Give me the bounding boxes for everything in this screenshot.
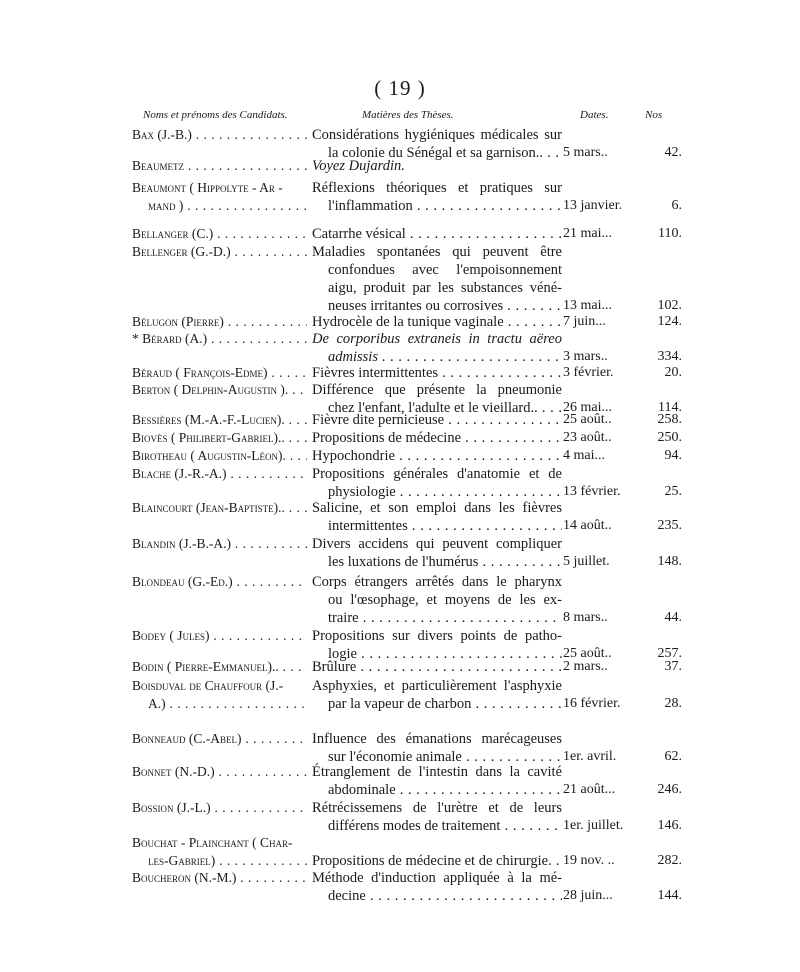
- candidate-name: Bellanger (C.) . . .: [132, 225, 307, 243]
- thesis-number: 102.: [657, 298, 682, 313]
- thesis-subject: Étranglement de l'intestin dans la cavité: [312, 764, 562, 780]
- thesis-subject: Divers accidens qui peuvent compliquer: [312, 536, 562, 552]
- candidate-name: Bellenger (G.-D.) . . .: [132, 243, 307, 261]
- thesis-number: 144.: [657, 888, 682, 903]
- thesis-subject: Hydrocèle de la tunique vaginale . . .: [312, 313, 562, 331]
- thesis-number: 44.: [664, 610, 682, 625]
- header-numbers: Nos: [645, 109, 663, 121]
- thesis-subject: la colonie du Sénégal et sa garnison.. . . .: [328, 144, 562, 162]
- thesis-subject: Influence des émanations marécageuses: [312, 731, 562, 747]
- thesis-subject: Propositions de médecine et de chirurgie. . . .: [312, 852, 562, 870]
- thesis-number: 334.: [657, 349, 682, 364]
- thesis-number: 124.: [657, 314, 682, 329]
- thesis-subject: abdominale . . .: [328, 781, 562, 799]
- thesis-subject: admissis . . .: [328, 348, 562, 366]
- thesis-date: 23 août..: [563, 430, 612, 445]
- thesis-number: 25.: [664, 484, 682, 499]
- thesis-subject: Corps étrangers arrêtés dans le pharynx: [312, 574, 562, 590]
- candidate-name: Bonnet (N.-D.) . . .: [132, 763, 307, 781]
- candidate-name: Blandin (J.-B.-A.) . . .: [132, 535, 307, 553]
- thesis-number: 37.: [664, 659, 682, 674]
- thesis-subject: sur l'économie animale . . .: [328, 748, 562, 766]
- candidate-name: Blaincourt (Jean-Baptiste).. . . .: [132, 499, 307, 517]
- candidate-name: Blondeau (G.-Ed.) . . .: [132, 573, 307, 591]
- thesis-subject: les luxations de l'humérus . . .: [328, 553, 562, 571]
- thesis-date: 3 février.: [563, 365, 614, 380]
- thesis-subject: l'inflammation . . .: [328, 197, 562, 215]
- thesis-subject: traire . . .: [328, 609, 562, 627]
- candidate-name: Boucheron (N.-M.) . . .: [132, 869, 307, 887]
- candidate-name: Bonneaud (C.-Abel) . . .: [132, 730, 307, 748]
- thesis-subject: Salicine, et son emploi dans les fièvres: [312, 500, 562, 516]
- header-theses: Matières des Thèses.: [362, 109, 454, 121]
- thesis-date: 1er. juillet.: [563, 818, 624, 833]
- candidate-name: * Bérard (A.) . . .: [132, 330, 307, 348]
- header-dates: Dates.: [580, 109, 609, 121]
- thesis-subject: Méthode d'induction appliquée à la mé-: [312, 870, 562, 886]
- thesis-subject: différens modes de traitement . . .: [328, 817, 562, 835]
- candidate-name: A.) . . .: [148, 695, 307, 713]
- thesis-date: 4 mai...: [563, 448, 605, 463]
- thesis-subject: Considérations hygiéniques médicales sur: [312, 127, 562, 143]
- thesis-number: 235.: [657, 518, 682, 533]
- thesis-subject: Fièvre dite pernicieuse . . .: [312, 411, 562, 429]
- thesis-date: 5 juillet.: [563, 554, 610, 569]
- thesis-subject: neuses irritantes ou corrosives . . .: [328, 297, 562, 315]
- thesis-date: 2 mars..: [563, 659, 608, 674]
- thesis-subject: Propositions de médecine . . .: [312, 429, 562, 447]
- candidate-name: Bax (J.-B.) . . .: [132, 126, 307, 144]
- thesis-subject: Réflexions théoriques et pratiques sur: [312, 180, 562, 196]
- thesis-subject: Hypochondrie . . .: [312, 447, 562, 465]
- page-number: ( 19 ): [374, 76, 426, 100]
- thesis-subject: Asphyxies, et particulièrement l'asphyxie: [312, 678, 562, 694]
- thesis-subject: physiologie . . .: [328, 483, 562, 501]
- thesis-date: 25 août..: [563, 646, 612, 661]
- thesis-subject: decine . . .: [328, 887, 562, 905]
- thesis-number: 6.: [671, 198, 682, 213]
- thesis-date: 16 février.: [563, 696, 621, 711]
- candidate-name: Bouchat - Plainchant ( Char-: [132, 835, 293, 850]
- thesis-subject: chez l'enfant, l'adulte et le vieillard.. . . .: [328, 399, 562, 417]
- candidate-name: mand ) . . .: [148, 197, 307, 215]
- thesis-number: 110.: [658, 226, 682, 241]
- thesis-subject: ou l'œsophage, et moyens de les ex-: [328, 592, 562, 608]
- thesis-subject: Brûlure . . .: [312, 658, 562, 676]
- thesis-subject: Voyez Dujardin.: [312, 158, 405, 174]
- thesis-number: 20.: [664, 365, 682, 380]
- thesis-number: 28.: [664, 696, 682, 711]
- thesis-subject: Rétrécissemens de l'urètre et de leurs: [312, 800, 562, 816]
- thesis-number: 282.: [657, 853, 682, 868]
- thesis-number: 62.: [664, 749, 682, 764]
- thesis-number: 94.: [664, 448, 682, 463]
- candidate-name: les-Gabriel) . . .: [148, 852, 307, 870]
- thesis-subject: Catarrhe vésical . . .: [312, 225, 562, 243]
- thesis-number: 258.: [657, 412, 682, 427]
- thesis-number: 114.: [658, 400, 682, 415]
- thesis-subject: aigu, produit par les substances véné-: [328, 280, 562, 296]
- candidate-name: Biovès ( Philibert-Gabriel).. . . .: [132, 429, 307, 447]
- thesis-date: 26 mai...: [563, 400, 612, 415]
- candidate-name: Blache (J.-R.-A.) . . .: [132, 465, 307, 483]
- thesis-date: 28 juin...: [563, 888, 613, 903]
- candidate-name: Boisduval de Chauffour (J.-: [132, 678, 284, 693]
- thesis-subject: Différence que présente la pneumonie: [312, 382, 562, 398]
- thesis-date: 13 janvier.: [563, 198, 623, 213]
- candidate-name: Bodin ( Pierre-Emmanuel).. . . .: [132, 658, 307, 676]
- candidate-name: Berton ( Delphin-Augustin ). . . .: [132, 381, 307, 399]
- candidate-name: Bodey ( Jules) . . .: [132, 627, 307, 645]
- thesis-subject: Fièvres intermittentes . . .: [312, 364, 562, 382]
- thesis-date: 14 août..: [563, 518, 612, 533]
- thesis-date: 19 nov. ..: [563, 853, 615, 868]
- thesis-subject: De corporibus extraneis in tractu aëreo: [312, 331, 562, 347]
- thesis-subject: Propositions générales d'anatomie et de: [312, 466, 562, 482]
- thesis-subject: confondues avec l'empoisonnement: [328, 262, 562, 278]
- thesis-date: 21 mai...: [563, 226, 612, 241]
- thesis-date: 25 août..: [563, 412, 612, 427]
- thesis-number: 246.: [657, 782, 682, 797]
- candidate-name: Beaumetz . . .: [132, 157, 307, 175]
- candidate-name: Bessières (M.-A.-F.-Lucien). . . .: [132, 411, 307, 429]
- candidate-name: Birotheau ( Augustin-Léon). . . .: [132, 447, 307, 465]
- thesis-date: 5 mars..: [563, 145, 608, 160]
- candidate-name: Béraud ( François-Edme) . . .: [132, 364, 307, 382]
- candidate-name: Bossion (J.-L.) . . .: [132, 799, 307, 817]
- thesis-number: 148.: [657, 554, 682, 569]
- candidate-name: Bélugon (Pierre) . . .: [132, 313, 307, 331]
- thesis-date: 3 mars..: [563, 349, 608, 364]
- thesis-subject: par la vapeur de charbon . . .: [328, 695, 562, 713]
- thesis-number: 257.: [657, 646, 682, 661]
- thesis-date: 13 février.: [563, 484, 621, 499]
- thesis-subject: Maladies spontanées qui peuvent être: [312, 244, 562, 260]
- thesis-date: 7 juin...: [563, 314, 606, 329]
- thesis-number: 146.: [657, 818, 682, 833]
- thesis-subject: intermittentes . . .: [328, 517, 562, 535]
- candidate-name: Beaumont ( Hippolyte - Ar -: [132, 180, 283, 195]
- thesis-number: 250.: [657, 430, 682, 445]
- thesis-subject: Propositions sur divers points de patho-: [312, 628, 562, 644]
- thesis-date: 1er. avril.: [563, 749, 617, 764]
- header-candidates: Noms et prénoms des Candidats.: [143, 109, 288, 121]
- thesis-date: 13 mai...: [563, 298, 612, 313]
- thesis-date: 8 mars..: [563, 610, 608, 625]
- thesis-subject: logie . . .: [328, 645, 562, 663]
- thesis-date: 21 août...: [563, 782, 616, 797]
- thesis-number: 42.: [664, 145, 682, 160]
